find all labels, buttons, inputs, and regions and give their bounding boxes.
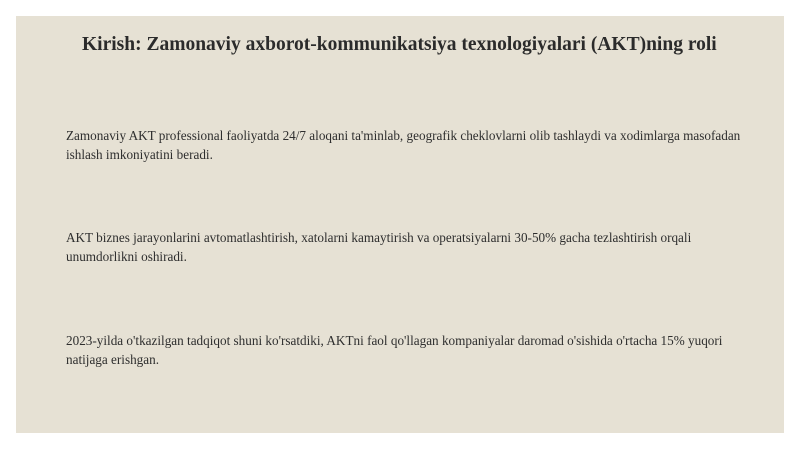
- paragraph-automation: AKT biznes jarayonlarini avtomatlashtirish, xatolarni kamaytirish va operatsiyalarni 30-50% gacha tezlashtirish orqali unumdorlikni oshiradi.: [66, 230, 692, 264]
- slide: [16, 16, 784, 433]
- paragraph-research-2023: 2023-yilda o'tkazilgan tadqiqot shuni ko'rsatdiki, AKTni faol qo'llagan kompaniyalar daromad o'sishida o'rtacha 15% yuqori natijaga erishgan.: [66, 333, 723, 367]
- paragraph-remote-work: Zamonaviy AKT professional faoliyatda 24/7 aloqani ta'minlab, geografik cheklovlarni olib tashlaydi va xodimlarga masofadan ishlash imkoniyatini beradi.: [66, 128, 741, 162]
- slide-title: Kirish: Zamonaviy axborot-kommunikatsiya texnologiyalari (AKT)ning roli: [82, 34, 717, 55]
